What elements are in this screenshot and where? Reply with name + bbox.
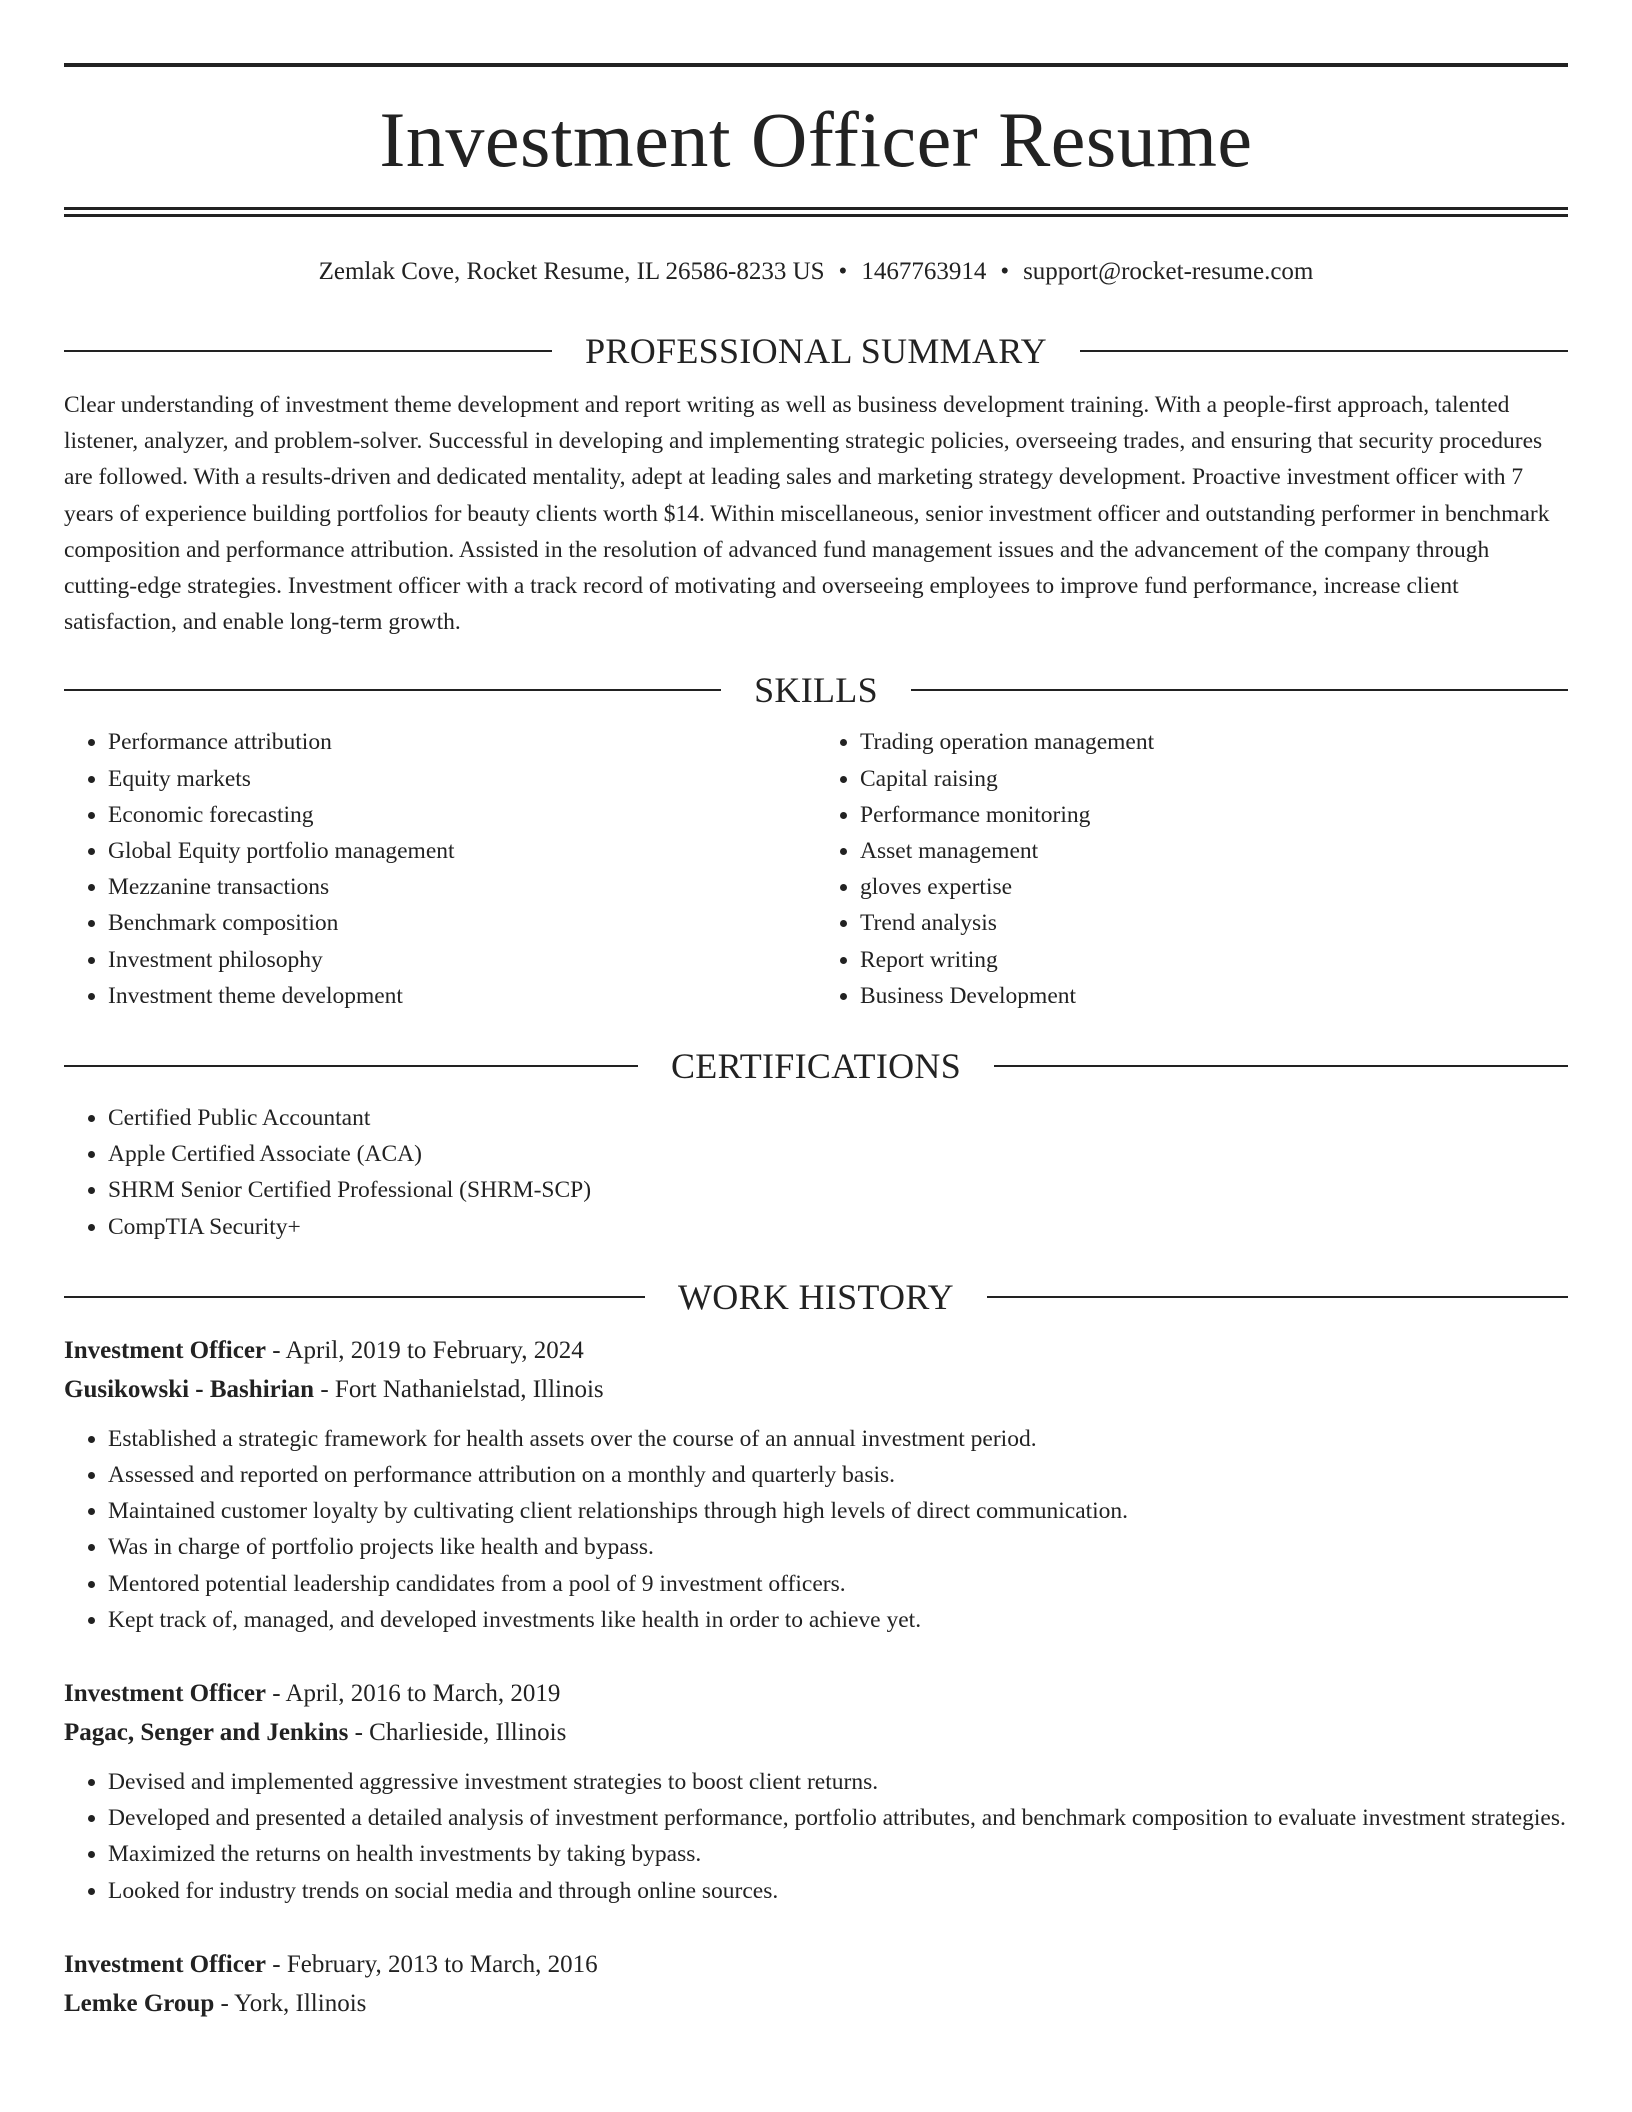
- job-bullet: • Established a strategic framework for health assets over the course of an annual investment period.: [108, 1421, 1568, 1457]
- job-company: Pagac, Senger and Jenkins: [64, 1719, 349, 1747]
- skill-item: • Global Equity portfolio management: [108, 833, 816, 869]
- skill-item: • Capital raising: [860, 761, 1568, 797]
- skill-item: • Economic forecasting: [108, 797, 816, 833]
- certification-item: • Apple Certified Associate (ACA): [108, 1136, 1568, 1172]
- job-dates: April, 2019 to February, 2024: [285, 1336, 584, 1364]
- job-location: Fort Nathanielstad, Illinois: [334, 1375, 604, 1403]
- job-bullet: • Assessed and reported on performance attribution on a monthly and quarterly basis.: [108, 1457, 1568, 1493]
- work-history-section-header: [64, 1276, 1568, 1317]
- summary-text: Clear understanding of investment theme development and report writing as well as business development training. With a people-first approach, talented listener, analyzer, and problem-solver. Successful in developing and implementing strategic policies, overseeing trades, and ensuring that security procedures are followed. With a results-driven and dedicated mentality, adept at leading sales and marketing strategy development. Proactive investment officer with 7 years of experience building portfolios for beauty clients worth $14. Within miscellaneous, senior investment officer and outstanding performer in benchmark composition and performance attribution. Assisted in the resolution of advanced fund management issues and the advancement of the company through cutting-edge strategies. Investment officer with a track record of motivating and overseeing employees to improve fund performance, increase client satisfaction, and enable long-term growth.: [64, 392, 1550, 636]
- job-dates: February, 2013 to March, 2016: [286, 1950, 598, 1978]
- job-location: Charlieside, Illinois: [369, 1719, 567, 1747]
- contact-address: Zemlak Cove, Rocket Resume, IL 26586-8233 US: [318, 258, 825, 285]
- certification-item: • Certified Public Accountant: [108, 1100, 1568, 1136]
- skills-heading: SKILLS: [754, 670, 878, 711]
- page-title: Investment Officer Resume: [379, 96, 1253, 183]
- skill-item: • Performance attribution: [108, 724, 816, 760]
- section-rule-right: [1080, 350, 1568, 352]
- work-history-heading: WORK HISTORY: [678, 1276, 954, 1317]
- job-bullets: [64, 1764, 1568, 1909]
- job-location: York, Illinois: [234, 1989, 367, 2017]
- job-dates: April, 2016 to March, 2019: [285, 1680, 561, 1708]
- skill-item: • Mezzanine transactions: [108, 869, 816, 905]
- skills-list-right: [816, 724, 1568, 1014]
- job-bullet: • Looked for industry trends on social media and through online sources.: [108, 1873, 1568, 1909]
- contact-info: [64, 257, 1568, 287]
- skill-item: • Benchmark composition: [108, 905, 816, 941]
- job-title-line: Investment Officer - April, 2016 to March, 2019: [64, 1680, 561, 1708]
- section-rule-left: [64, 1296, 645, 1298]
- contact-separator: •: [1000, 258, 1010, 285]
- job-bullet: • Developed and presented a detailed analysis of investment performance, portfolio attributes, and benchmark composition to evaluate investment strategies.: [108, 1800, 1568, 1836]
- skill-item: • Trend analysis: [860, 905, 1568, 941]
- skill-item: • Investment theme development: [108, 978, 816, 1014]
- job-company-line: Lemke Group - York, Illinois: [64, 1989, 367, 2017]
- job-title: Investment Officer: [64, 1950, 267, 1978]
- job-bullet: • Maintained customer loyalty by cultivating client relationships through high levels of direct communication.: [108, 1493, 1568, 1529]
- skill-item: • gloves expertise: [860, 869, 1568, 905]
- job-company: Lemke Group: [64, 1989, 215, 2017]
- skill-item: • Investment philosophy: [108, 942, 816, 978]
- job-bullet: • Kept track of, managed, and developed investments like health in order to achieve yet.: [108, 1602, 1568, 1638]
- section-rule-right: [987, 1296, 1568, 1298]
- job-bullet: • Mentored potential leadership candidates from a pool of 9 investment officers.: [108, 1566, 1568, 1602]
- skill-item: • Equity markets: [108, 761, 816, 797]
- skill-item: • Report writing: [860, 942, 1568, 978]
- job-bullet: • Devised and implemented aggressive investment strategies to boost client returns.: [108, 1764, 1568, 1800]
- skill-item: • Business Development: [860, 978, 1568, 1014]
- job-bullet: • Maximized the returns on health investments by taking bypass.: [108, 1836, 1568, 1872]
- section-rule-left: [64, 689, 721, 691]
- header-top-rule: [64, 63, 1568, 67]
- job-bullet: • Was in charge of portfolio projects like health and bypass.: [108, 1529, 1568, 1565]
- skill-item: • Trading operation management: [860, 724, 1568, 760]
- job-company-line: Pagac, Senger and Jenkins - Charlieside, Illinois: [64, 1719, 567, 1747]
- job-entry: [64, 1945, 1568, 2023]
- certifications-section-header: [64, 1046, 1568, 1087]
- skills-section-header: [64, 670, 1568, 711]
- job-title: Investment Officer: [64, 1680, 267, 1708]
- job-title-line: Investment Officer - February, 2013 to March, 2016: [64, 1950, 598, 1978]
- skill-item: • Asset management: [860, 833, 1568, 869]
- contact-separator: •: [838, 258, 848, 285]
- skills-columns: [64, 724, 1568, 1014]
- job-title-line: Investment Officer - April, 2019 to February, 2024: [64, 1336, 584, 1364]
- skills-list-left: [64, 724, 816, 1014]
- job-company-line: Gusikowski - Bashirian - Fort Nathanielstad, Illinois: [64, 1375, 604, 1403]
- summary-section-header: [64, 333, 1568, 369]
- header-double-rule: [64, 207, 1568, 217]
- certifications-list: [64, 1100, 1568, 1245]
- contact-email-link[interactable]: support@rocket-resume.com: [1023, 258, 1314, 285]
- job-title: Investment Officer: [64, 1336, 267, 1364]
- job-entry: [64, 1331, 1568, 1638]
- job-company: Gusikowski - Bashirian: [64, 1375, 315, 1403]
- job-entry: [64, 1674, 1568, 1909]
- section-rule-left: [64, 350, 552, 352]
- skill-item: • Performance monitoring: [860, 797, 1568, 833]
- certification-item: • CompTIA Security+: [108, 1209, 1568, 1245]
- section-rule-left: [64, 1065, 638, 1067]
- certification-item: • SHRM Senior Certified Professional (SHRM-SCP): [108, 1172, 1568, 1208]
- certifications-heading: CERTIFICATIONS: [670, 1046, 962, 1087]
- summary-heading: PROFESSIONAL SUMMARY: [585, 331, 1047, 371]
- section-rule-right: [911, 689, 1568, 691]
- job-bullets: [64, 1421, 1568, 1638]
- section-rule-right: [994, 1065, 1568, 1067]
- contact-phone: 1467763914: [861, 258, 987, 285]
